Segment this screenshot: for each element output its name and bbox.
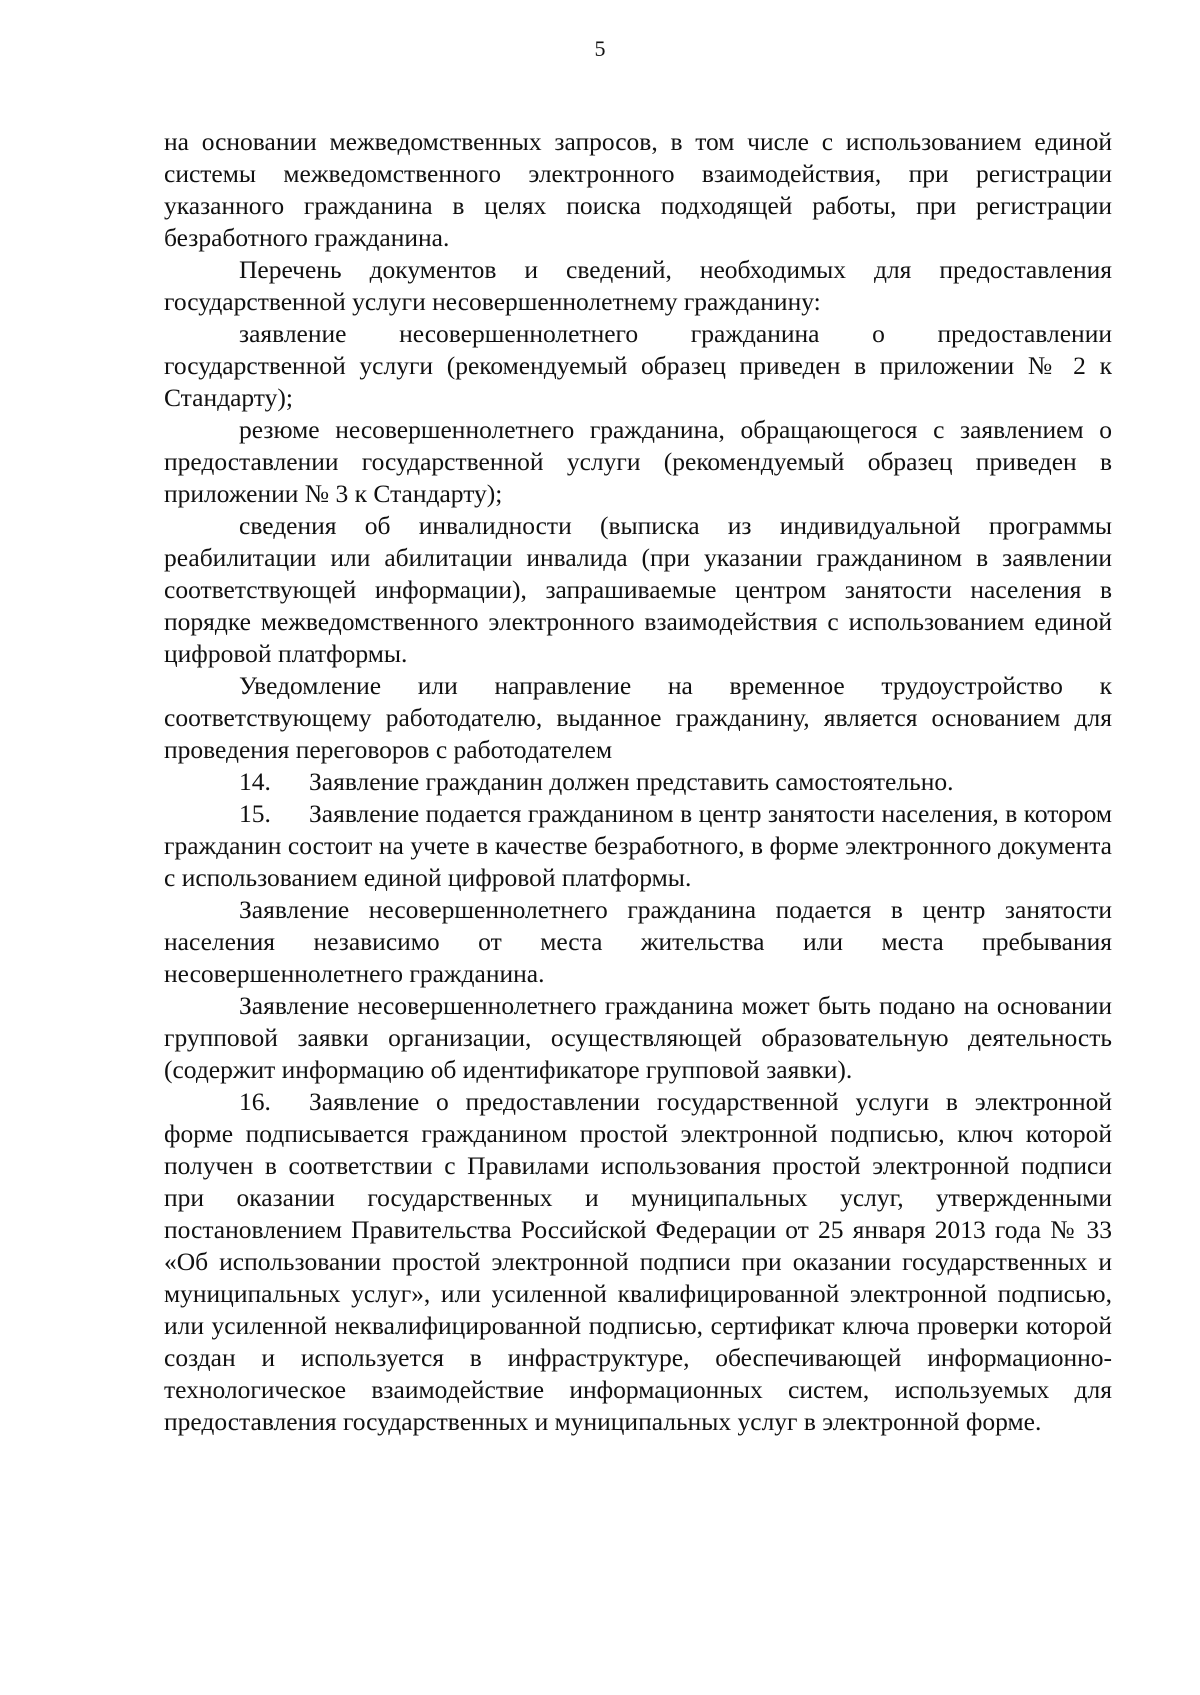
paragraph-continuation bbox=[164, 126, 1112, 254]
clause-number: 14. bbox=[239, 767, 271, 796]
paragraph-text: Уведомление или направление на временное трудоустройство к соответствующему работодателю, выданное гражданину, является основанием для проведения переговоров с работодателем bbox=[164, 671, 1112, 764]
paragraph-group-request bbox=[164, 990, 1112, 1086]
clause-number: 15. bbox=[239, 799, 271, 828]
paragraph-notification bbox=[164, 670, 1112, 766]
paragraph-text: Заявление о предоставлении государственной услуги в электронной форме подписывается гражданином простой электронной подписью, ключ которой получен в соответствии с Правилами использования простой электронной подписи при оказании государственных и муниципальных услуг, утвержденными постановлением Правительства Российской Федерации от 25 января 2013 года № 33 «Об использовании простой электронной подписи при оказании государственных и муниципальных услуг», или усиленной квалифицированной электронной подписью, или усиленной неквалифицированной подписью, сертификат ключа проверки которой создан и используется в инфраструктуре, обеспечивающей информационно-технологическое взаимодействие информационных систем, используемых для предоставления государственных и муниципальных услуг в электронной форме. bbox=[164, 1087, 1112, 1436]
paragraph-text: Заявление гражданин должен представить самостоятельно. bbox=[309, 767, 954, 796]
paragraph-disability-info bbox=[164, 510, 1112, 670]
paragraph-text: Заявление подается гражданином в центр занятости населения, в котором гражданин состоит на учете в качестве безработного, в форме электронного документа с использованием единой цифровой платформы. bbox=[164, 799, 1112, 892]
clause-16 bbox=[164, 1086, 1112, 1438]
paragraph-minor-resume bbox=[164, 414, 1112, 510]
document-body bbox=[164, 126, 1112, 1438]
paragraph-documents-list-intro bbox=[164, 254, 1112, 318]
clause-15 bbox=[164, 798, 1112, 894]
paragraph-text: заявление несовершеннолетнего гражданина о предоставлении государственной услуги (рекомендуемый образец приведен в приложении № 2 к Стандарту); bbox=[164, 319, 1112, 412]
page-number: 5 bbox=[594, 36, 606, 61]
clause-number: 16. bbox=[239, 1087, 271, 1116]
paragraph-minor-submission bbox=[164, 894, 1112, 990]
paragraph-text: сведения об инвалидности (выписка из индивидуальной программы реабилитации или абилитации инвалида (при указании гражданином в заявлении соответствующей информации), запрашиваемые центром занятости населения в порядке межведомственного электронного взаимодействия с использованием единой цифровой платформы. bbox=[164, 511, 1112, 668]
clause-14 bbox=[164, 766, 1112, 798]
paragraph-text: Заявление несовершеннолетнего гражданина подается в центр занятости населения независимо от места жительства или места пребывания несовершеннолетнего гражданина. bbox=[164, 895, 1112, 988]
paragraph-minor-application bbox=[164, 318, 1112, 414]
paragraph-text: Заявление несовершеннолетнего гражданина может быть подано на основании групповой заявки организации, осуществляющей образовательную деятельность (содержит информацию об идентификаторе групповой заявки). bbox=[164, 991, 1112, 1084]
paragraph-text: Перечень документов и сведений, необходимых для предоставления государственной услуги несовершеннолетнему гражданину: bbox=[164, 255, 1112, 316]
paragraph-text: резюме несовершеннолетнего гражданина, обращающегося с заявлением о предоставлении государственной услуги (рекомендуемый образец приведен в приложении № 3 к Стандарту); bbox=[164, 415, 1112, 508]
paragraph-text: на основании межведомственных запросов, в том числе с использованием единой системы межведомственного электронного взаимодействия, при регистрации указанного гражданина в целях поиска подходящей работы, при регистрации безработного гражданина. bbox=[164, 127, 1112, 252]
